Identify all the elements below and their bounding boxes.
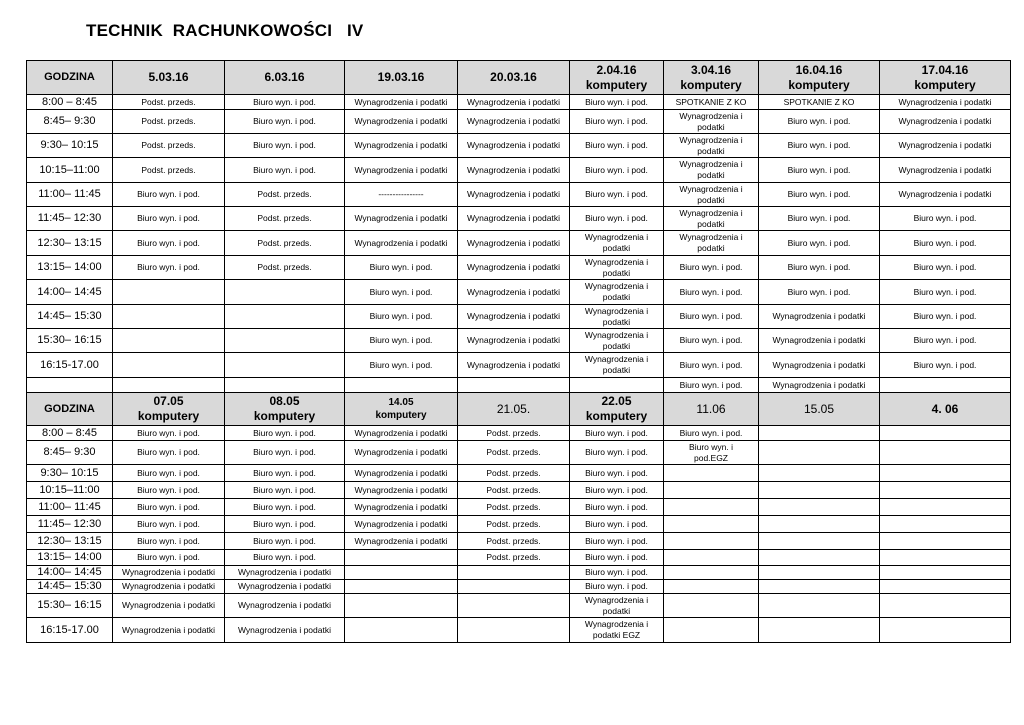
lesson-cell	[880, 482, 1011, 499]
lesson-cell: Podst. przeds.	[113, 95, 225, 110]
table-row	[27, 566, 1011, 580]
lesson-cell	[225, 280, 345, 305]
lesson-cell: Wynagrodzenia i podatki	[570, 353, 664, 378]
column-header-date: 4. 06	[880, 393, 1011, 426]
lesson-cell: Biuro wyn. i pod.	[570, 580, 664, 594]
lesson-cell: Wynagrodzenia i podatki	[225, 618, 345, 643]
lesson-cell: Biuro wyn. i pod.	[225, 110, 345, 134]
lesson-cell: Wynagrodzenia i podatki	[225, 566, 345, 580]
table-row	[27, 231, 1011, 256]
lesson-cell: Biuro wyn. i pod.	[759, 183, 880, 207]
table-row	[27, 441, 1011, 465]
lesson-cell: Wynagrodzenia i podatki	[458, 231, 570, 256]
lesson-cell: Wynagrodzenia i podatki	[570, 594, 664, 618]
lesson-cell: Biuro wyn. i pod.	[570, 158, 664, 183]
lesson-cell: Biuro wyn. i pod.	[345, 305, 458, 329]
lesson-cell	[345, 580, 458, 594]
lesson-cell	[880, 465, 1011, 482]
lesson-cell	[458, 580, 570, 594]
lesson-cell: Wynagrodzenia i podatki	[345, 95, 458, 110]
lesson-cell: Biuro wyn. i pod.	[113, 516, 225, 533]
lesson-cell: Biuro wyn. i pod.	[570, 426, 664, 441]
time-slot: 11:45– 12:30	[27, 516, 113, 533]
lesson-cell: Wynagrodzenia i podatki	[880, 95, 1011, 110]
lesson-cell: Wynagrodzenia i podatki	[113, 594, 225, 618]
time-slot: 8:45– 9:30	[27, 110, 113, 134]
column-header-date: 20.03.16	[458, 61, 570, 95]
lesson-cell: Wynagrodzenia i podatki	[570, 329, 664, 353]
lesson-cell	[880, 550, 1011, 566]
time-slot: 16:15-17.00	[27, 618, 113, 643]
table-row	[27, 594, 1011, 618]
lesson-cell: Wynagrodzenia i podatki	[664, 158, 759, 183]
lesson-cell: Biuro wyn. i pod.	[570, 441, 664, 465]
lesson-cell	[664, 566, 759, 580]
lesson-cell	[113, 329, 225, 353]
lesson-cell: Biuro wyn. i pod.	[570, 465, 664, 482]
lesson-cell: Podst. przeds.	[225, 256, 345, 280]
lesson-cell: Biuro wyn. i pod.	[570, 207, 664, 231]
lesson-cell: Biuro wyn. i pod.	[225, 533, 345, 550]
lesson-cell: Biuro wyn. i pod.	[570, 482, 664, 499]
lesson-cell: Biuro wyn. i pod.	[570, 183, 664, 207]
lesson-cell: Wynagrodzenia i podatki	[664, 110, 759, 134]
lesson-cell: Biuro wyn. i pod.	[225, 134, 345, 158]
table-row	[27, 550, 1011, 566]
lesson-cell	[880, 533, 1011, 550]
lesson-cell	[458, 594, 570, 618]
lesson-cell	[664, 550, 759, 566]
lesson-cell	[664, 533, 759, 550]
table-row	[27, 533, 1011, 550]
time-slot: 11:00– 11:45	[27, 499, 113, 516]
lesson-cell: SPOTKANIE Z KO	[664, 95, 759, 110]
lesson-cell: Biuro wyn. i pod.	[113, 499, 225, 516]
lesson-cell	[880, 441, 1011, 465]
time-slot: 11:00– 11:45	[27, 183, 113, 207]
table-row	[27, 618, 1011, 643]
lesson-cell: Podst. przeds.	[458, 426, 570, 441]
lesson-cell	[458, 566, 570, 580]
lesson-cell: Wynagrodzenia i podatki	[458, 110, 570, 134]
lesson-cell: Biuro wyn. i pod.	[664, 353, 759, 378]
lesson-cell	[345, 566, 458, 580]
lesson-cell	[458, 618, 570, 643]
lesson-cell: Biuro wyn. i pod.	[570, 533, 664, 550]
lesson-cell	[880, 566, 1011, 580]
lesson-cell: Biuro wyn. i pod.	[570, 550, 664, 566]
time-slot: 14:45– 15:30	[27, 305, 113, 329]
lesson-cell: Wynagrodzenia i podatki	[345, 231, 458, 256]
lesson-cell: Wynagrodzenia i podatki	[113, 618, 225, 643]
time-slot: 15:30– 16:15	[27, 594, 113, 618]
table-row	[27, 134, 1011, 158]
time-slot: 8:00 – 8:45	[27, 426, 113, 441]
lesson-cell: Wynagrodzenia i podatki	[345, 533, 458, 550]
lesson-cell	[458, 378, 570, 393]
header-row	[27, 393, 1011, 426]
lesson-cell: Wynagrodzenia i podatki	[664, 207, 759, 231]
lesson-cell: Wynagrodzenia i podatki	[458, 183, 570, 207]
column-header-date: 22.05 komputery	[570, 393, 664, 426]
lesson-cell: Podst. przeds.	[458, 499, 570, 516]
lesson-cell: Biuro wyn. i pod.	[113, 441, 225, 465]
time-slot: 9:30– 10:15	[27, 465, 113, 482]
lesson-cell: Biuro wyn. i pod.	[880, 305, 1011, 329]
lesson-cell	[759, 550, 880, 566]
lesson-cell: Biuro wyn. i pod.	[225, 95, 345, 110]
lesson-cell: Wynagrodzenia i podatki	[458, 256, 570, 280]
time-slot: 14:45– 15:30	[27, 580, 113, 594]
table-row	[27, 158, 1011, 183]
table-row	[27, 499, 1011, 516]
lesson-cell	[880, 426, 1011, 441]
lesson-cell: Biuro wyn. i pod.	[113, 183, 225, 207]
lesson-cell	[225, 378, 345, 393]
lesson-cell	[880, 499, 1011, 516]
table-row	[27, 183, 1011, 207]
lesson-cell: Biuro wyn. i pod.	[225, 465, 345, 482]
time-slot: 9:30– 10:15	[27, 134, 113, 158]
lesson-cell: Wynagrodzenia i podatki	[664, 183, 759, 207]
time-slot: 14:00– 14:45	[27, 566, 113, 580]
lesson-cell: Biuro wyn. i pod.	[113, 231, 225, 256]
lesson-cell	[113, 305, 225, 329]
lesson-cell: Biuro wyn. i pod.	[113, 426, 225, 441]
lesson-cell: Biuro wyn. i pod.	[570, 95, 664, 110]
column-header-date: 07.05 komputery	[113, 393, 225, 426]
lesson-cell: Podst. przeds.	[225, 231, 345, 256]
lesson-cell: Biuro wyn. i pod.	[225, 482, 345, 499]
lesson-cell	[759, 618, 880, 643]
lesson-cell: Biuro wyn. i pod.	[880, 207, 1011, 231]
column-header-godzina: GODZINA	[27, 61, 113, 95]
lesson-cell: Podst. przeds.	[225, 207, 345, 231]
lesson-cell	[570, 378, 664, 393]
lesson-cell	[880, 618, 1011, 643]
table-row	[27, 280, 1011, 305]
column-header-date: 14.05 komputery	[345, 393, 458, 426]
lesson-cell: Wynagrodzenia i podatki	[225, 580, 345, 594]
lesson-cell: Biuro wyn. i pod.	[759, 134, 880, 158]
lesson-cell: Podst. przeds.	[458, 533, 570, 550]
lesson-cell: Biuro wyn. i pod.	[570, 516, 664, 533]
lesson-cell: Wynagrodzenia i podatki	[113, 566, 225, 580]
lesson-cell: Biuro wyn. i pod.	[570, 566, 664, 580]
lesson-cell: Biuro wyn. i pod.	[570, 499, 664, 516]
lesson-cell: Podst. przeds.	[458, 550, 570, 566]
table-row	[27, 207, 1011, 231]
lesson-cell	[225, 305, 345, 329]
time-slot: 13:15– 14:00	[27, 256, 113, 280]
lesson-cell: Biuro wyn. i pod.	[113, 550, 225, 566]
time-slot: 10:15–11:00	[27, 158, 113, 183]
column-header-date: 11.06	[664, 393, 759, 426]
lesson-cell: Biuro wyn. i pod.	[113, 465, 225, 482]
lesson-cell: Biuro wyn. i pod.	[880, 256, 1011, 280]
lesson-cell: Wynagrodzenia i podatki	[345, 441, 458, 465]
lesson-cell: Biuro wyn. i pod.	[759, 231, 880, 256]
column-header-date: 2.04.16 komputery	[570, 61, 664, 95]
lesson-cell	[664, 580, 759, 594]
table-row	[27, 95, 1011, 110]
table-row	[27, 353, 1011, 378]
lesson-cell	[759, 441, 880, 465]
lesson-cell: Wynagrodzenia i podatki	[113, 580, 225, 594]
lesson-cell: Biuro wyn. i pod.	[225, 441, 345, 465]
lesson-cell	[759, 516, 880, 533]
time-slot: 12:30– 13:15	[27, 231, 113, 256]
lesson-cell: Biuro wyn. i pod.	[225, 158, 345, 183]
lesson-cell	[664, 465, 759, 482]
lesson-cell: Podst. przeds.	[458, 441, 570, 465]
lesson-cell	[880, 516, 1011, 533]
lesson-cell: Wynagrodzenia i podatki	[345, 499, 458, 516]
lesson-cell: Wynagrodzenia i podatki	[345, 465, 458, 482]
lesson-cell	[759, 426, 880, 441]
lesson-cell: Wynagrodzenia i podatki	[880, 183, 1011, 207]
lesson-cell: Biuro wyn. i pod.	[664, 305, 759, 329]
lesson-cell: Biuro wyn. i pod.	[664, 329, 759, 353]
table-row	[27, 465, 1011, 482]
lesson-cell	[345, 618, 458, 643]
column-header-date: 5.03.16	[113, 61, 225, 95]
document-title: TECHNIK RACHUNKOWOŚCI IV	[86, 21, 364, 40]
lesson-cell: Biuro wyn. i pod.	[113, 533, 225, 550]
lesson-cell: Biuro wyn. i pod.	[225, 516, 345, 533]
lesson-cell: Podst. przeds.	[458, 516, 570, 533]
lesson-cell	[759, 566, 880, 580]
lesson-cell: Biuro wyn. i pod.	[759, 280, 880, 305]
lesson-cell: Biuro wyn. i pod.	[225, 499, 345, 516]
lesson-cell: Biuro wyn. i pod.	[664, 256, 759, 280]
lesson-cell: Biuro wyn. i pod.	[113, 256, 225, 280]
lesson-cell: Biuro wyn. i pod.	[880, 353, 1011, 378]
table-row	[27, 329, 1011, 353]
time-slot: 15:30– 16:15	[27, 329, 113, 353]
table-row	[27, 110, 1011, 134]
lesson-cell: Wynagrodzenia i podatki	[458, 305, 570, 329]
lesson-cell	[225, 353, 345, 378]
time-slot: 13:15– 14:00	[27, 550, 113, 566]
lesson-cell: Biuro wyn. i pod.	[113, 482, 225, 499]
lesson-cell: Wynagrodzenia i podatki	[664, 231, 759, 256]
lesson-cell	[759, 465, 880, 482]
column-header-date: 6.03.16	[225, 61, 345, 95]
lesson-cell: Biuro wyn. i pod.	[570, 110, 664, 134]
lesson-cell: Biuro wyn. i pod.	[880, 280, 1011, 305]
lesson-cell: Wynagrodzenia i podatki	[345, 110, 458, 134]
time-slot: 11:45– 12:30	[27, 207, 113, 231]
table-row	[27, 482, 1011, 499]
lesson-cell: Wynagrodzenia i podatki	[570, 305, 664, 329]
lesson-cell: Biuro wyn. i pod.	[759, 256, 880, 280]
lesson-cell: Wynagrodzenia i podatki	[759, 305, 880, 329]
lesson-cell: Podst. przeds.	[225, 183, 345, 207]
lesson-cell: Biuro wyn. i pod.	[759, 158, 880, 183]
lesson-cell: Biuro wyn. i pod.	[345, 329, 458, 353]
lesson-cell: Wynagrodzenia i podatki	[880, 134, 1011, 158]
time-slot: 8:00 – 8:45	[27, 95, 113, 110]
lesson-cell	[880, 378, 1011, 393]
lesson-cell: Wynagrodzenia i podatki	[345, 158, 458, 183]
lesson-cell: Biuro wyn. i pod.	[664, 426, 759, 441]
lesson-cell	[759, 533, 880, 550]
lesson-cell: Wynagrodzenia i podatki	[759, 353, 880, 378]
time-slot: 14:00– 14:45	[27, 280, 113, 305]
lesson-cell	[759, 580, 880, 594]
lesson-cell: Biuro wyn. i pod.	[113, 207, 225, 231]
lesson-cell	[664, 618, 759, 643]
lesson-cell	[345, 550, 458, 566]
lesson-cell: Wynagrodzenia i podatki	[458, 280, 570, 305]
lesson-cell: Podst. przeds.	[113, 110, 225, 134]
lesson-cell: Biuro wyn. i pod.	[664, 280, 759, 305]
lesson-cell: Wynagrodzenia i podatki	[880, 110, 1011, 134]
lesson-cell	[664, 516, 759, 533]
column-header-date: 08.05 komputery	[225, 393, 345, 426]
table-row	[27, 580, 1011, 594]
lesson-cell: Biuro wyn. i pod.EGZ	[664, 441, 759, 465]
time-slot: 10:15–11:00	[27, 482, 113, 499]
lesson-cell	[880, 580, 1011, 594]
lesson-cell: ----------------	[345, 183, 458, 207]
lesson-cell	[113, 378, 225, 393]
lesson-cell: Podst. przeds.	[458, 482, 570, 499]
lesson-cell: Biuro wyn. i pod.	[880, 231, 1011, 256]
lesson-cell: Wynagrodzenia i podatki	[458, 95, 570, 110]
lesson-cell: Wynagrodzenia i podatki	[345, 426, 458, 441]
column-header-date: 15.05	[759, 393, 880, 426]
schedule-table	[26, 60, 1011, 643]
lesson-cell	[880, 594, 1011, 618]
table-row	[27, 516, 1011, 533]
lesson-cell: Wynagrodzenia i podatki	[225, 594, 345, 618]
lesson-cell: Wynagrodzenia i podatki	[458, 207, 570, 231]
lesson-cell	[759, 594, 880, 618]
lesson-cell	[225, 329, 345, 353]
lesson-cell: Biuro wyn. i pod.	[345, 256, 458, 280]
lesson-cell: Wynagrodzenia i podatki	[345, 207, 458, 231]
column-header-date: 17.04.16 komputery	[880, 61, 1011, 95]
lesson-cell: Wynagrodzenia i podatki	[570, 231, 664, 256]
lesson-cell	[345, 378, 458, 393]
lesson-cell: Wynagrodzenia i podatki	[458, 158, 570, 183]
lesson-cell: SPOTKANIE Z KO	[759, 95, 880, 110]
lesson-cell	[345, 594, 458, 618]
lesson-cell: Wynagrodzenia i podatki	[458, 353, 570, 378]
lesson-cell: Biuro wyn. i pod.	[880, 329, 1011, 353]
lesson-cell: Wynagrodzenia i podatki	[345, 516, 458, 533]
table-row	[27, 426, 1011, 441]
lesson-cell	[664, 594, 759, 618]
lesson-cell: Wynagrodzenia i podatki	[570, 280, 664, 305]
lesson-cell	[759, 482, 880, 499]
time-slot	[27, 378, 113, 393]
lesson-cell: Wynagrodzenia i podatki	[345, 482, 458, 499]
column-header-date: 16.04.16 komputery	[759, 61, 880, 95]
lesson-cell: Wynagrodzenia i podatki	[759, 378, 880, 393]
lesson-cell: Biuro wyn. i pod.	[345, 280, 458, 305]
lesson-cell: Podst. przeds.	[113, 158, 225, 183]
lesson-cell: Wynagrodzenia i podatki	[458, 329, 570, 353]
lesson-cell	[113, 280, 225, 305]
lesson-cell: Biuro wyn. i pod.	[225, 550, 345, 566]
column-header-date: 19.03.16	[345, 61, 458, 95]
lesson-cell	[113, 353, 225, 378]
lesson-cell: Wynagrodzenia i podatki EGZ	[570, 618, 664, 643]
lesson-cell: Wynagrodzenia i podatki	[880, 158, 1011, 183]
column-header-date: 3.04.16 komputery	[664, 61, 759, 95]
lesson-cell: Wynagrodzenia i podatki	[570, 256, 664, 280]
lesson-cell: Podst. przeds.	[113, 134, 225, 158]
time-slot: 12:30– 13:15	[27, 533, 113, 550]
header-row	[27, 61, 1011, 95]
time-slot: 8:45– 9:30	[27, 441, 113, 465]
lesson-cell: Wynagrodzenia i podatki	[664, 134, 759, 158]
lesson-cell: Biuro wyn. i pod.	[759, 207, 880, 231]
lesson-cell: Biuro wyn. i pod.	[664, 378, 759, 393]
table-row	[27, 378, 1011, 393]
lesson-cell: Podst. przeds.	[458, 465, 570, 482]
column-header-date: 21.05.	[458, 393, 570, 426]
lesson-cell: Biuro wyn. i pod.	[345, 353, 458, 378]
table-row	[27, 305, 1011, 329]
time-slot: 16:15-17.00	[27, 353, 113, 378]
column-header-godzina: GODZINA	[27, 393, 113, 426]
lesson-cell: Biuro wyn. i pod.	[759, 110, 880, 134]
lesson-cell: Wynagrodzenia i podatki	[759, 329, 880, 353]
lesson-cell: Wynagrodzenia i podatki	[345, 134, 458, 158]
lesson-cell: Wynagrodzenia i podatki	[458, 134, 570, 158]
lesson-cell	[664, 482, 759, 499]
lesson-cell: Biuro wyn. i pod.	[225, 426, 345, 441]
table-row	[27, 256, 1011, 280]
lesson-cell	[759, 499, 880, 516]
lesson-cell: Biuro wyn. i pod.	[570, 134, 664, 158]
lesson-cell	[664, 499, 759, 516]
